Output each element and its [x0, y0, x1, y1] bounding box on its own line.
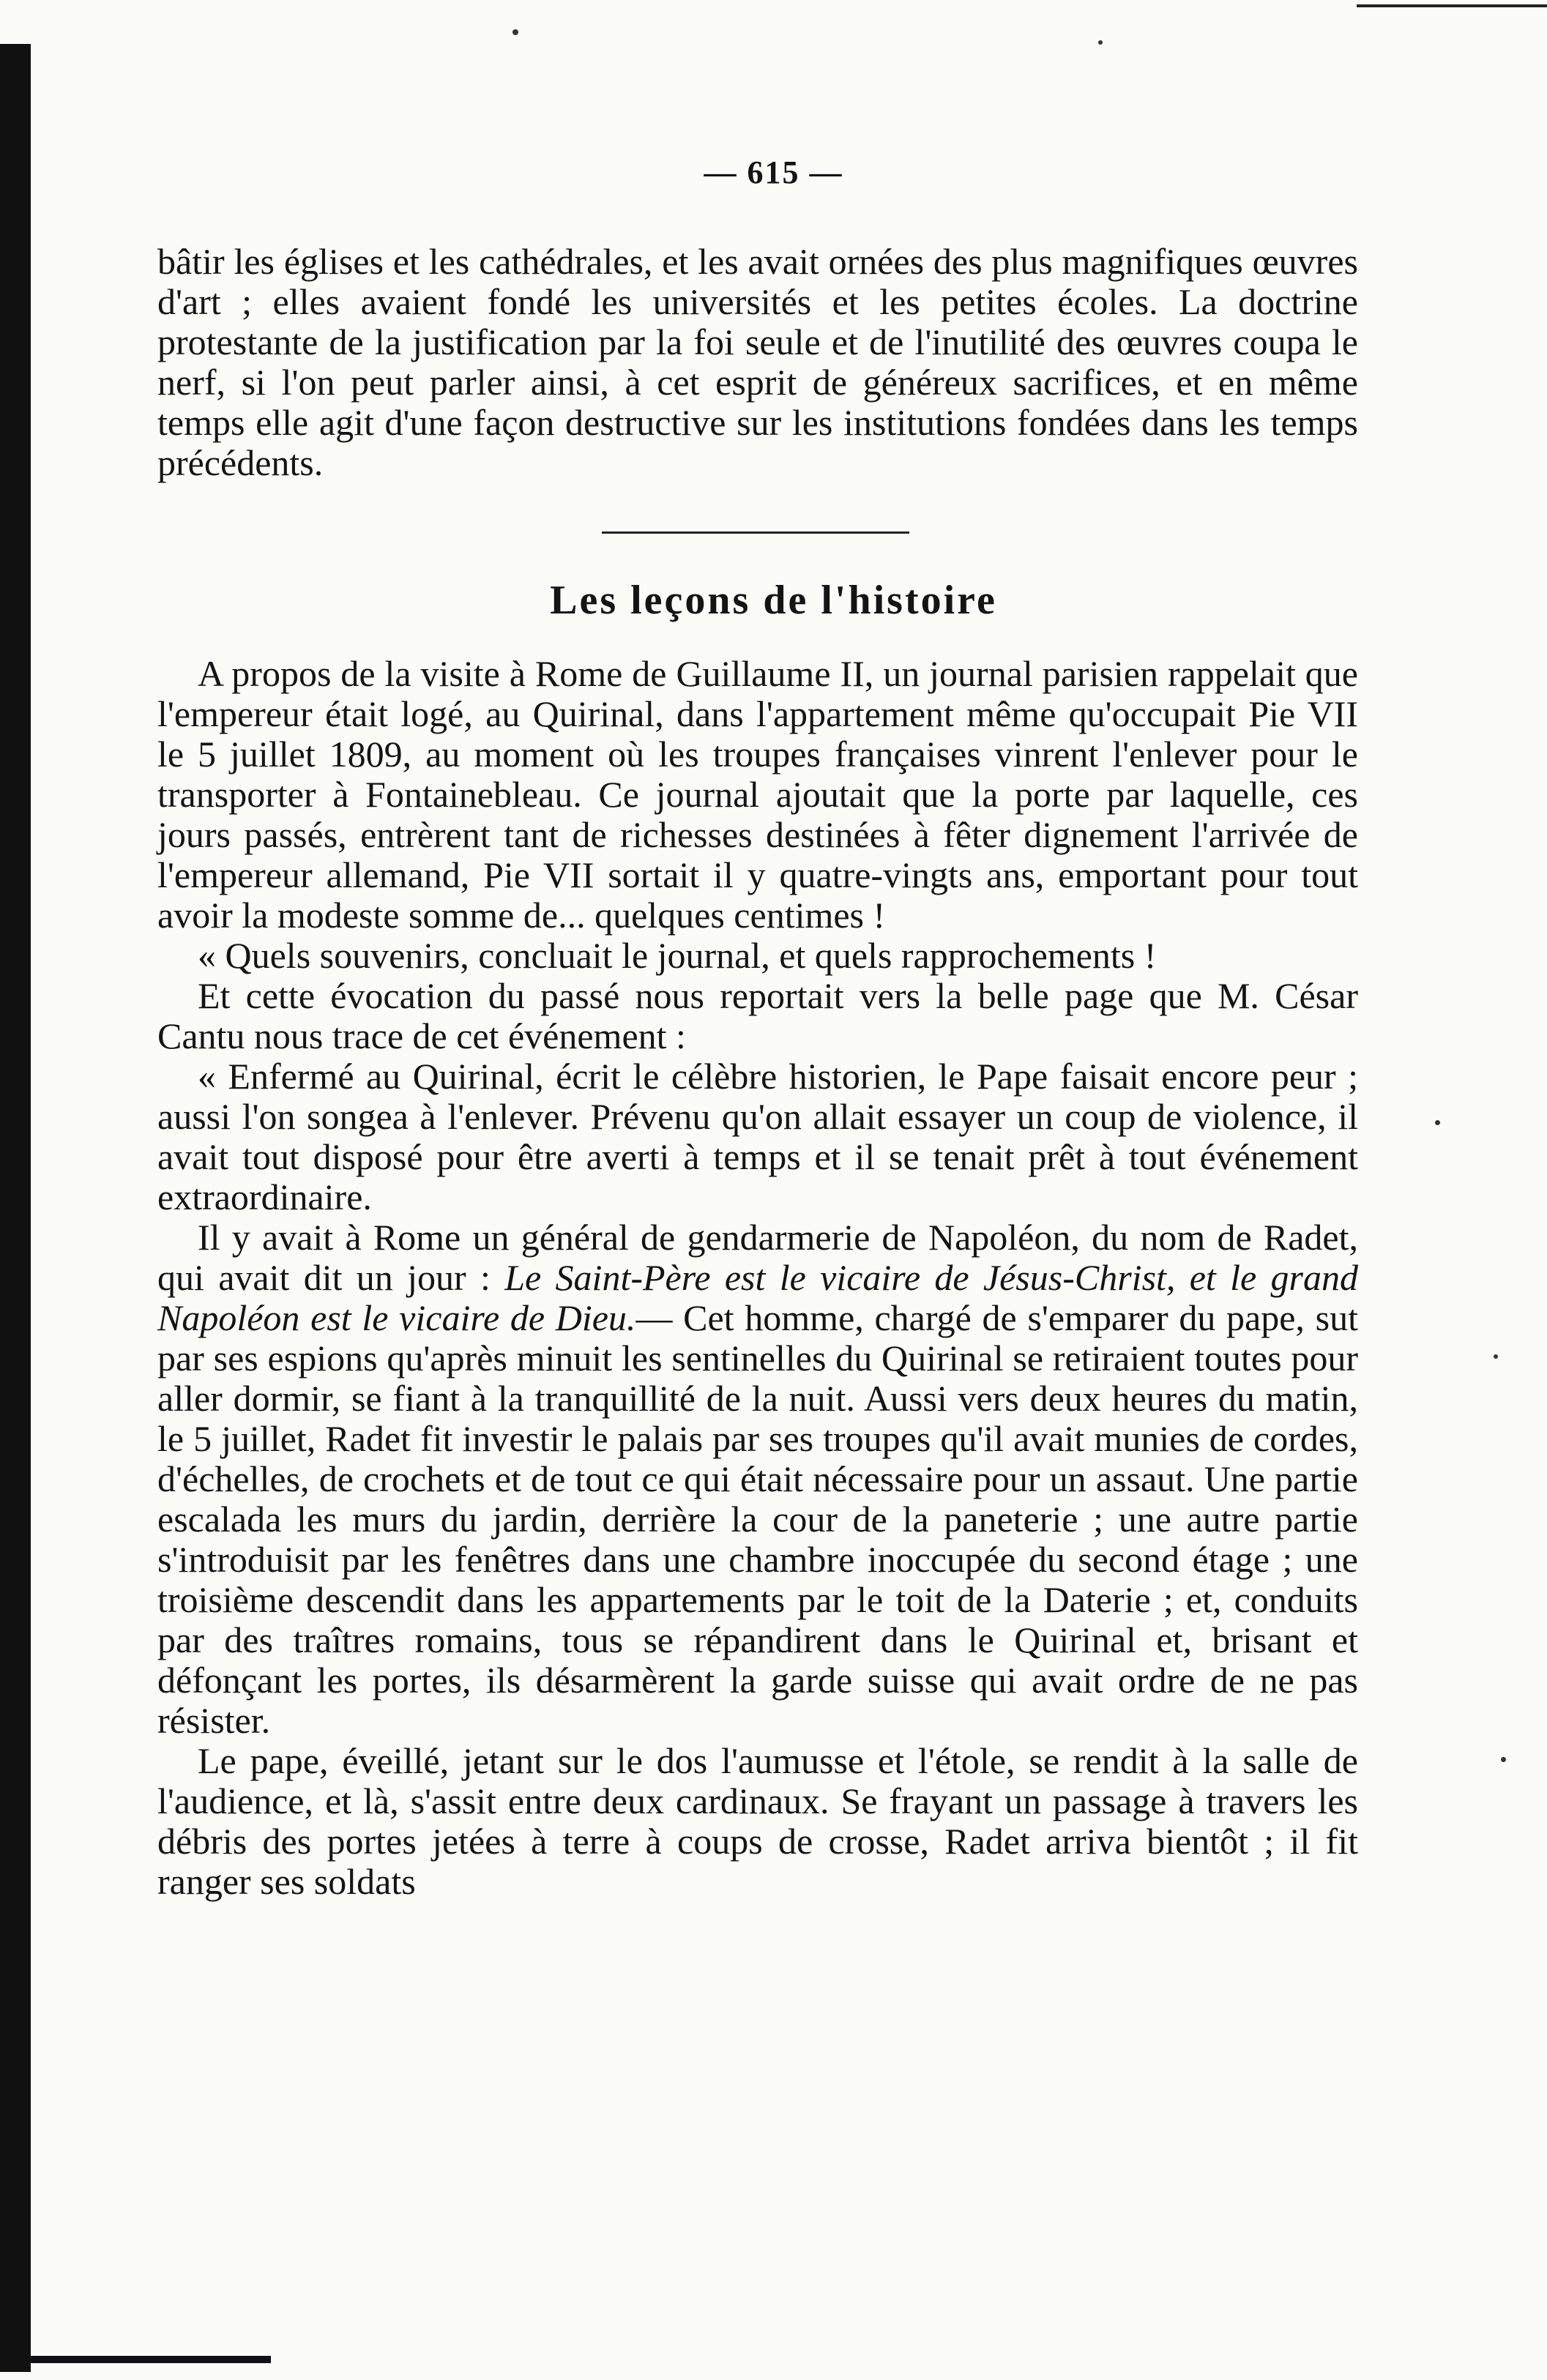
scan-speck: [512, 29, 518, 35]
scan-speck: [1501, 1757, 1506, 1762]
scan-speck: [1098, 40, 1103, 45]
paragraph-5-rest: — Cet homme, chargé de s'emparer du pape, sut par ses espions qu'après minuit les sentinelles du Quirinal se retiraient toutes pour aller dormir, se fiant à la tranquillité de la nuit. Aussi vers deux heures du matin, le 5 juillet, Radet fit investir le palais par ses troupes qu'il avait munies de cordes, d'échelles, de crochets et de tout ce qui était nécessaire pour un assaut. Une partie escalada les murs du jardin, derrière la cour de la paneterie ; une autre partie s'introduisit par les fenêtres dans une chambre inoccupée du second étage ; une troisième descendit dans les appartements par le toit de la Daterie ; et, conduits par des traîtres romains, tous se répandirent dans le Quirinal et, brisant et défonçant les portes, ils désarmèrent la garde suisse qui avait ordre de ne pas résister.: [157, 1297, 1358, 1741]
paragraph-3: Et cette évocation du passé nous reportait vers la belle page que M. César Cantu nous trace de cet événement :: [157, 975, 1358, 1056]
section-title: Les leçons de l'histoire: [550, 578, 997, 623]
scan-speck: [1435, 1120, 1440, 1125]
paragraph-5: [157, 1217, 1358, 1741]
scan-edge-shadow: [0, 44, 31, 2372]
paragraph-5-start: Il y avait à Rome un général de gendarmerie de Napoléon, du nom de Radet, qui avait dit un jour :: [157, 1217, 1358, 1298]
paragraph-2: « Quels souvenirs, concluait le journal, et quels rapprochements !: [198, 935, 1157, 976]
section-divider: [602, 531, 909, 534]
scan-artifact-bottom: [29, 2356, 271, 2363]
radet-quote: Le Saint-Père est le vicaire de Jésus-Christ, et le grand Napoléon est le vicaire de Dieu.: [157, 1257, 1359, 1338]
paragraph-4: « Enfermé au Quirinal, écrit le célèbre historien, le Pape faisait encore peur ; aussi l'on songea à l'enlever. Prévenu qu'on allait essayer un coup de violence, il avait tout disposé pour être averti à temps et il se tenait prêt à tout événement extraordinaire.: [157, 1056, 1358, 1217]
scan-artifact-top: [1357, 4, 1547, 7]
paragraph-1: A propos de la visite à Rome de Guillaume II, un journal parisien rappelait que l'empereur était logé, au Quirinal, dans l'appartement même qu'occupait Pie VII le 5 juillet 1809, au moment où les troupes françaises vinrent l'enlever pour le transporter à Fontainebleau. Ce journal ajoutait que la porte par laquelle, ces jours passés, entrèrent tant de richesses destinées à fêter dignement l'arrivée de l'empereur allemand, Pie VII sortait il y quatre-vingts ans, emportant pour tout avoir la modeste somme de... quelques centimes !: [157, 653, 1358, 936]
scan-speck: [1494, 1354, 1498, 1359]
paragraph-6: Le pape, éveillé, jetant sur le dos l'aumusse et l'étole, se rendit à la salle de l'audience, et là, s'assit entre deux cardinaux. Se frayant un passage à travers les débris des portes jetées à terre à coups de crosse, Radet arriva bientôt ; il fit ranger ses soldats: [157, 1740, 1358, 1902]
continuation-paragraph: [157, 242, 1358, 483]
page-number: — 615 —: [704, 154, 843, 190]
paragraph-text: bâtir les églises et les cathédrales, et les avait ornées des plus magnifiques œuvres d'art ; elles avaient fondé les universités et les petites écoles. La doctrine protestante de la justification par la foi seule et de l'inutilité des œuvres coupa le nerf, si l'on peut parler ainsi, à cet esprit de généreux sacrifices, et en même temps elle agit d'une façon destructive sur les institutions fondées dans les temps précédents.: [157, 241, 1358, 483]
article-body: [157, 654, 1358, 1902]
